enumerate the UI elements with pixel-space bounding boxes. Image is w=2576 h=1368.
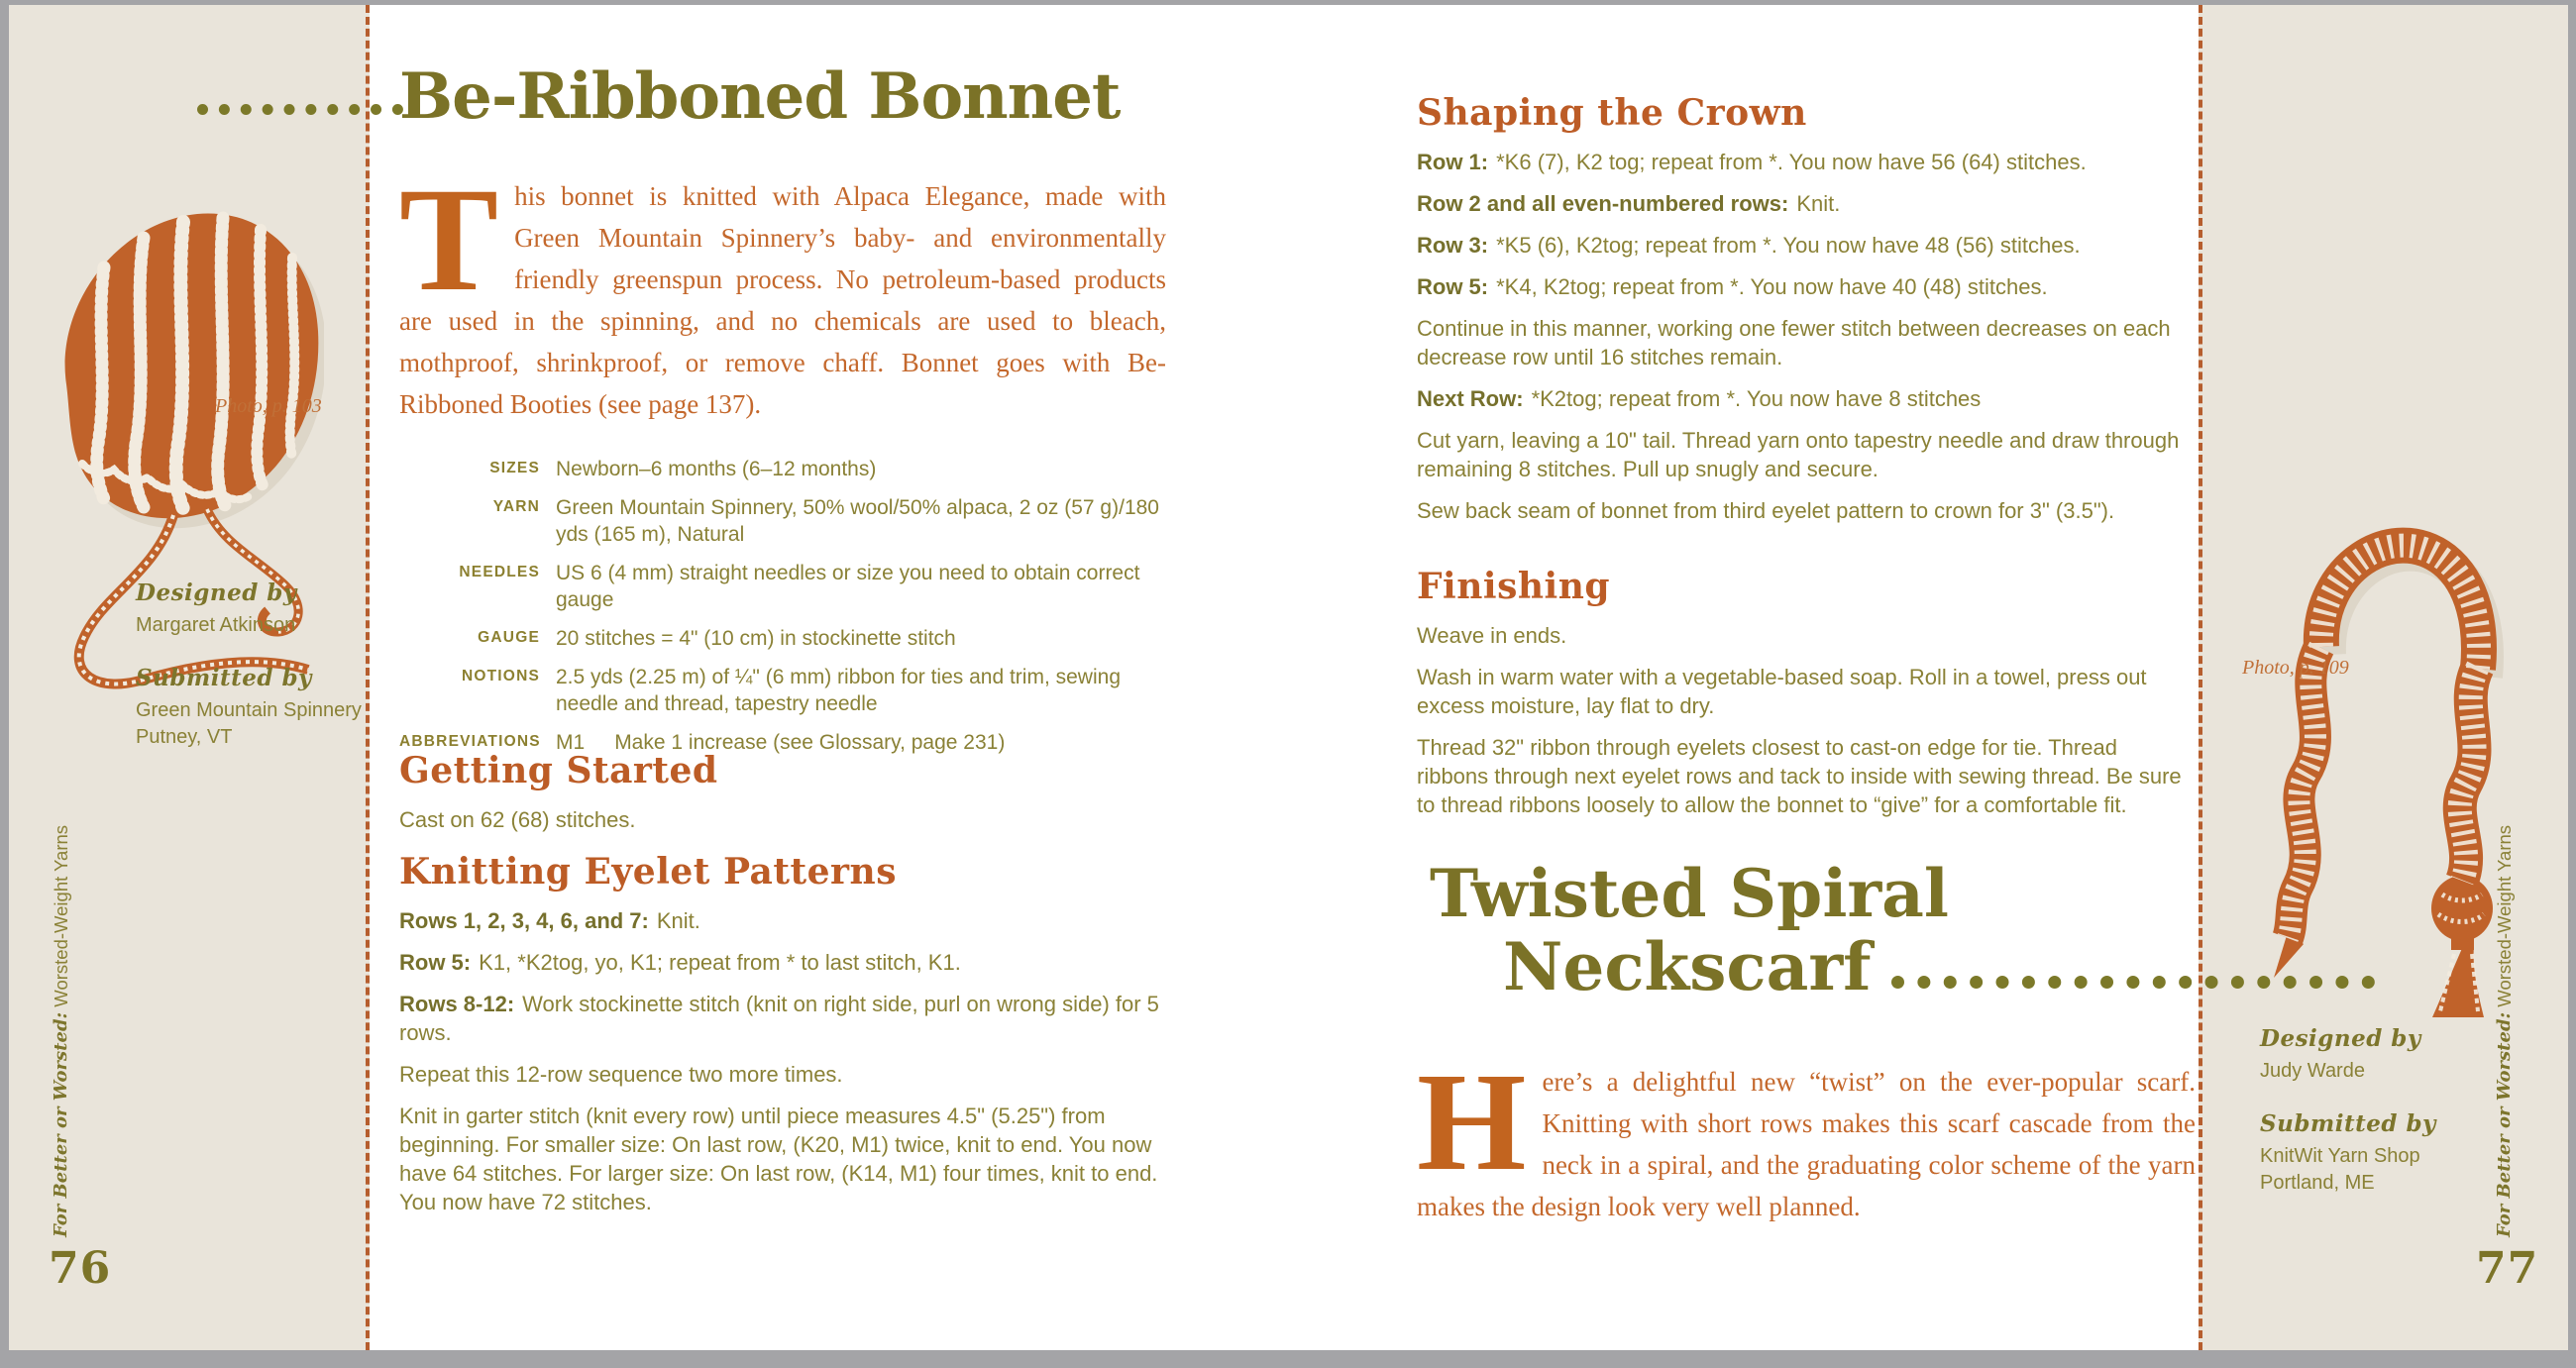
submitted-by-label: Submitted by bbox=[2260, 1110, 2436, 1137]
spine-caption-script: For Better or Worsted: bbox=[51, 1011, 71, 1237]
designed-by-label: Designed by bbox=[136, 579, 297, 606]
specs-table bbox=[399, 456, 1170, 768]
abbreviation-term: M1 bbox=[556, 731, 586, 754]
instruction-paragraph: Continue in this manner, working one fewer stitch between decreases on each decrease row until 16 stitches remain. bbox=[1417, 316, 2171, 369]
spine-caption-plain: Worsted-Weight Yarns bbox=[51, 824, 71, 1007]
section-eyelet-patterns bbox=[399, 851, 1170, 1229]
page-number-left: 76 bbox=[49, 1243, 112, 1294]
spine-caption-right bbox=[2494, 824, 2516, 1237]
spec-label: SIZES bbox=[489, 460, 540, 476]
spec-value: US 6 (4 mm) straight needles or size you need to obtain correct gauge bbox=[556, 562, 1140, 611]
instruction-paragraph: Row 1: *K6 (7), K2 tog; repeat from *. You now have 56 (64) stitches. bbox=[1417, 150, 2087, 174]
submitter-name: KnitWit Yarn Shop bbox=[2260, 1145, 2420, 1167]
spec-value: Newborn–6 months (6–12 months) bbox=[556, 458, 877, 480]
section-getting-started bbox=[399, 750, 1170, 847]
page-spread bbox=[9, 5, 2568, 1350]
submitted-by-right bbox=[2260, 1110, 2436, 1197]
spec-row-sizes bbox=[399, 456, 1170, 482]
neckscarf-intro-paragraph: Here’s a delightful new “twist” on the ever-popular scarf. Knitting with short rows makes this scarf cascade from the neck in a spiral, and the graduating color scheme of the yarn makes the design look very well planned. bbox=[1417, 1043, 2196, 1221]
bonnet-intro-paragraph: This bonnet is knitted with Alpaca Elegance, made with Green Mountain Spinnery’s baby- and environmentally friendly greenspun process. No petroleum-based products are used in the spinning, and no chemicals are used to bleach, mothproof, shrinkproof, or remove chaff. Bonnet goes with Be-Ribboned Booties (see page 137). bbox=[399, 158, 1166, 419]
designed-by-label: Designed by bbox=[2260, 1025, 2421, 1052]
section-heading: Knitting Eyelet Patterns bbox=[399, 851, 897, 893]
spine-caption-plain: Worsted-Weight Yarns bbox=[2494, 824, 2515, 1007]
instruction-paragraph: Repeat this 12-row sequence two more times. bbox=[399, 1062, 843, 1087]
instruction-paragraph: Rows 1, 2, 3, 4, 6, and 7: Knit. bbox=[399, 908, 700, 933]
section-heading: Shaping the Crown bbox=[1417, 92, 1807, 134]
designed-by-left bbox=[136, 579, 297, 639]
instruction-paragraph: Rows 8-12: Work stockinette stitch (knit on right side, purl on wrong side) for 5 rows. bbox=[399, 992, 1159, 1045]
submitter-name: Green Mountain Spinnery bbox=[136, 699, 362, 721]
submitter-location: Portland, ME bbox=[2260, 1172, 2375, 1194]
instruction-paragraph: Wash in warm water with a vegetable-based soap. Roll in a towel, press out excess moisture, lay flat to dry. bbox=[1417, 665, 2147, 718]
instruction-paragraph: Knit in garter stitch (knit every row) until piece measures 4.5" (5.25") from beginning. For smaller size: On last row, (K20, M1) twice, knit to end. You now have 64 stitches. For larger size: On last row, (K14, M1) four times, knit to end. You now have 72 stitches. bbox=[399, 1104, 1158, 1214]
pattern-title-bonnet: Be-Ribboned Bonnet bbox=[399, 59, 1121, 134]
instruction-paragraph: Thread 32" ribbon through eyelets closest to cast-on edge for tie. Thread ribbons through next eyelet rows and tack to inside with sewing thread. Be sure to thread ribbons loosely to allow the bonnet to “give” for a comfortable fit. bbox=[1417, 735, 2182, 817]
spec-row-yarn bbox=[399, 494, 1170, 548]
pattern-title-neckscarf-line2 bbox=[1503, 928, 2375, 1005]
spine-caption-left bbox=[51, 824, 72, 1237]
spec-value: Green Mountain Spinnery, 50% wool/50% alpaca, 2 oz (57 g)/180 yds (165 m), Natural bbox=[556, 496, 1159, 546]
instruction-paragraph: Weave in ends. bbox=[1417, 623, 1567, 648]
spec-label: GAUGE bbox=[478, 629, 540, 646]
instruction-paragraph: Row 3: *K5 (6), K2tog; repeat from *. You now have 48 (56) stitches. bbox=[1417, 233, 2081, 258]
spine-caption-script: For Better or Worsted: bbox=[2494, 1011, 2515, 1237]
page-number-right: 77 bbox=[2476, 1243, 2539, 1294]
section-shaping-crown bbox=[1417, 92, 2192, 538]
photo-caption-right: Photo, p. 109 bbox=[2242, 657, 2349, 679]
instruction-paragraph: Row 5: K1, *K2tog, yo, K1; repeat from * to last stitch, K1. bbox=[399, 950, 961, 975]
instruction-paragraph: Row 2 and all even-numbered rows: Knit. bbox=[1417, 191, 1841, 216]
spec-label: YARN bbox=[492, 498, 540, 515]
pattern-title-neckscarf-line1: Twisted Spiral bbox=[1430, 855, 1950, 932]
designer-name: Margaret Atkinson bbox=[136, 614, 296, 636]
spec-label: NOTIONS bbox=[461, 668, 540, 684]
submitted-by-left bbox=[136, 665, 362, 751]
photo-caption-left: Photo, p. 103 bbox=[215, 395, 322, 417]
abbreviation-definition: Make 1 increase (see Glossary, page 231) bbox=[614, 731, 1006, 754]
instruction-paragraph: Sew back seam of bonnet from third eyelet pattern to crown for 3" (3.5"). bbox=[1417, 498, 2115, 523]
instruction-paragraph: Row 5: *K4, K2tog; repeat from *. You now have 40 (48) stitches. bbox=[1417, 274, 2048, 299]
section-finishing bbox=[1417, 566, 2192, 832]
title-dotted-leader-right bbox=[1891, 976, 2375, 989]
instruction-paragraph: Cut yarn, leaving a 10" tail. Thread yarn onto tapestry needle and draw through remaining 8 stitches. Pull up snugly and secure. bbox=[1417, 428, 2180, 481]
spec-value: 20 stitches = 4" (10 cm) in stockinette stitch bbox=[556, 627, 956, 650]
section-heading: Finishing bbox=[1417, 566, 1611, 607]
drop-cap-h: H bbox=[1417, 1043, 1527, 1200]
spec-label: ABBREVIATIONS bbox=[399, 733, 541, 750]
title-dotted-leader bbox=[197, 104, 403, 115]
drop-cap-t: T bbox=[399, 158, 499, 322]
designer-name: Judy Warde bbox=[2260, 1060, 2365, 1082]
instruction-paragraph: Next Row: *K2tog; repeat from *. You now have 8 stitches bbox=[1417, 386, 1982, 411]
section-heading: Getting Started bbox=[399, 750, 718, 791]
submitted-by-label: Submitted by bbox=[136, 665, 312, 691]
designed-by-right bbox=[2260, 1025, 2421, 1085]
pattern-title-text: Neckscarf bbox=[1503, 928, 1872, 1005]
spec-label: NEEDLES bbox=[459, 564, 540, 580]
spec-value: 2.5 yds (2.25 m) of ¼" (6 mm) ribbon for ties and trim, sewing needle and thread, tapestry needle bbox=[556, 666, 1121, 715]
spec-row-needles bbox=[399, 560, 1170, 613]
submitter-location: Putney, VT bbox=[136, 726, 233, 748]
spec-row-notions bbox=[399, 664, 1170, 717]
instruction-paragraph: Cast on 62 (68) stitches. bbox=[399, 807, 636, 832]
spec-row-gauge bbox=[399, 625, 1170, 652]
